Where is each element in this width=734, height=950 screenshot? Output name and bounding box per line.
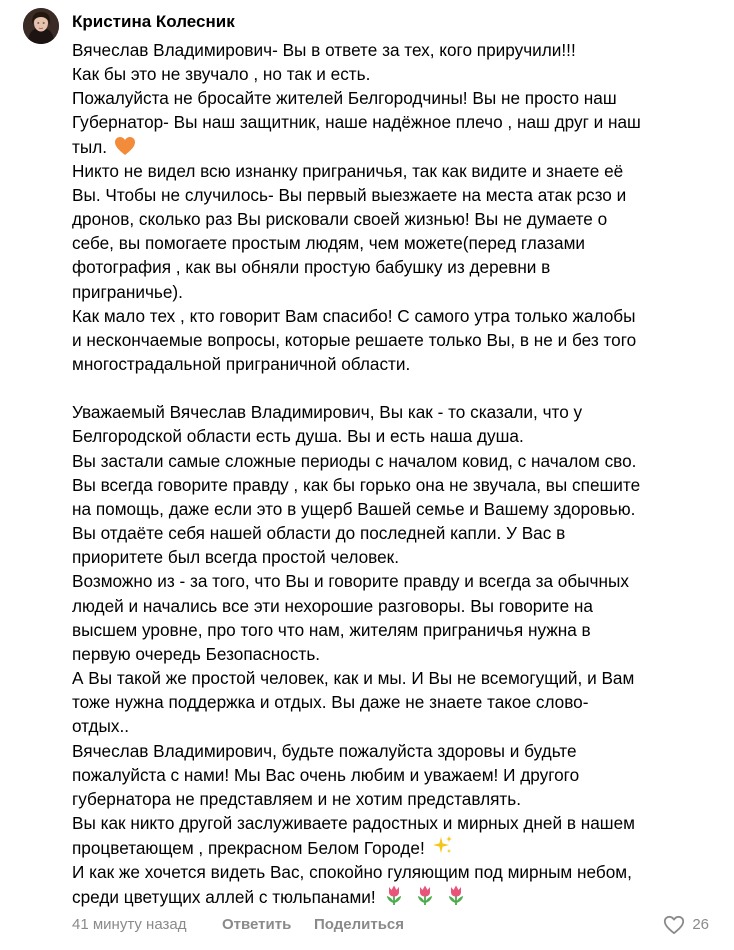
like-button[interactable]: [663, 914, 709, 936]
comment-line-text: тыл.: [72, 136, 108, 157]
comment-line: Вы всегда говорите правду , как бы горько она не звучала, вы спешите: [72, 474, 641, 495]
comment-line: Как мало тех , кто говорит Вам спасибо! С самого утра только жалобы: [72, 305, 636, 326]
tulip-icon: [413, 884, 437, 906]
comment-line: тоже нужна поддержка и отдых. Вы даже не знаете такое слово-: [72, 692, 589, 713]
timestamp[interactable]: 41 минуту назад: [72, 916, 187, 933]
comment-line: Вячеслав Владимирович, будьте пожалуйста здоровы и будьте: [72, 740, 577, 761]
comment-line-text: процветающем , прекрасном Белом Городе!: [72, 838, 425, 859]
comment-line: Пожалуйста не бросайте жителей Белгородчины! Вы не просто наш: [72, 88, 617, 109]
reply-button[interactable]: Ответить: [222, 916, 292, 933]
comment-line: Вы отдаёте себя нашей области до последней капли. У Вас в: [72, 523, 566, 544]
comment-line: высшем уровне, про того что нам, жителям приграничья нужна в: [72, 619, 591, 640]
comment-line: пожалуйста с нами! Мы Вас очень любим и уважаем! И другого: [72, 764, 580, 785]
comment-line: Никто не видел всю изнанку приграничья, так как видите и знаете её: [72, 160, 624, 181]
comment-line: Уважаемый Вячеслав Владимирович, Вы как - то сказали, что у: [72, 402, 583, 423]
comment-line: Губернатор- Вы наш защитник, наше надёжное плечо , наш друг и наш: [72, 112, 641, 133]
tulip-icon: [382, 884, 406, 906]
comment-line: [72, 135, 712, 159]
author-name[interactable]: Кристина Колесник: [72, 12, 235, 31]
orange-heart-icon: [114, 136, 136, 156]
comment-line: Как бы это не звучало , но так и есть.: [72, 64, 371, 85]
comment-line: первую очередь Безопасность.: [72, 643, 321, 664]
comment-line: отдых..: [72, 716, 130, 737]
comment-line: И как же хочется видеть Вас, спокойно гуляющим под мирным небом,: [72, 862, 632, 883]
comment-line: многострадальной приграничной области.: [72, 354, 411, 375]
comment-line: Белгородской области есть душа. Вы и есть наша душа.: [72, 426, 524, 447]
like-count: 26: [692, 916, 709, 933]
comment-line: приоритете был всегда простой человек.: [72, 547, 399, 568]
comment-line: себе, вы помогаете простым людям, чем можете(перед глазами: [72, 233, 586, 254]
comment-line-text: среди цветущих аллей с тюльпанами!: [72, 887, 376, 908]
comment-line: [72, 884, 712, 909]
avatar[interactable]: [23, 8, 59, 44]
comment-line: [72, 835, 712, 860]
comment-line: Вы. Чтобы не случилось- Вы первый выезжаете на места атак рсзо и: [72, 184, 627, 205]
comment-footer: [72, 914, 714, 936]
comment-line: людей и начались все эти нехорошие разговоры. Вы говорите на: [72, 595, 593, 616]
blank-line: [72, 376, 712, 400]
heart-outline-icon: [663, 915, 685, 935]
comment-line: фотография , как вы обняли простую бабушку из деревни в: [72, 257, 551, 278]
comment-line: Вы застали самые сложные периоды с началом ковид, с началом сво.: [72, 450, 637, 471]
comment-line: Вы как никто другой заслуживаете радостных и мирных дней в нашем: [72, 812, 635, 833]
comment-line: губернатора не представляем и не хотим представлять.: [72, 788, 522, 809]
comment-line: А Вы такой же простой человек, как и мы. И Вы не всемогущий, и Вам: [72, 668, 635, 689]
comment-line: дронов, сколько раз Вы рисковали своей жизнью! Вы не думаете о: [72, 209, 608, 230]
share-button[interactable]: Поделиться: [314, 916, 405, 933]
comment-line: на помощь, даже если это в ущерб Вашей семье и Вашему здоровью.: [72, 498, 636, 519]
comment-line: и нескончаемые вопросы, которые решаете только Вы, в не и без того: [72, 329, 637, 350]
sparkles-icon: [432, 835, 454, 857]
tulip-icon: [444, 884, 468, 906]
comment-line: приграничье).: [72, 281, 183, 302]
comment-text: [72, 38, 712, 910]
comment-line: Возможно из - за того, что Вы и говорите правду и всегда за обычных: [72, 571, 629, 592]
comment-line: Вячеслав Владимирович- Вы в ответе за тех, кого приручили!!!: [72, 40, 576, 60]
